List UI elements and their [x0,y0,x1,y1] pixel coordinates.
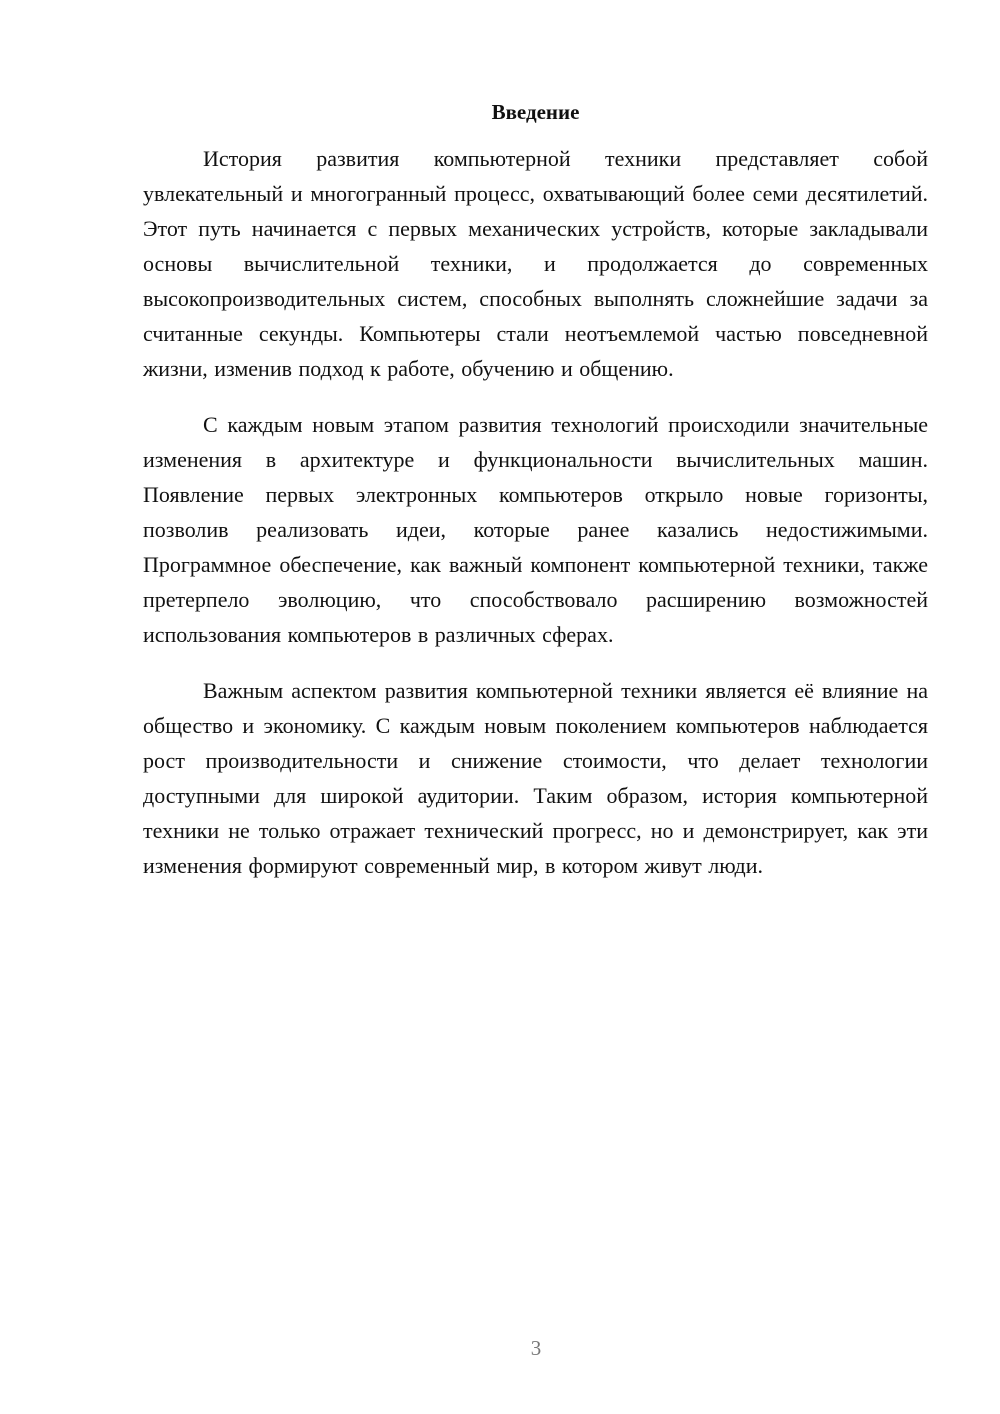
page-number: 3 [530,1336,542,1360]
paragraph-2: С каждым новым этапом развития технологий происходили значительные изменения в архитектуре и функциональности вычислительных машин. Появление первых электронных компьютеров открыло новые горизонты, позволив реализовать идеи, которые ранее казались недостижимыми. Программное обеспечение, как важный компонент компьютерной техники, также претерпело эволюцию, что способствовало расширению возможностей использования компьютеров в различных сферах. [143,412,928,647]
page-content [143,96,928,883]
section-heading: Введение [491,100,580,124]
paragraph-1: История развития компьютерной техники представляет собой увлекательный и многогранный процесс, охватывающий более семи десятилетий. Этот путь начинается с первых механических устройств, которые закладывали основы вычислительной техники, и продолжается до современных высокопроизводительных систем, способных выполнять сложнейшие задачи за считанные секунды. Компьютеры стали неотъемлемой частью повседневной жизни, изменив подход к работе, обучению и общению. [143,146,928,381]
paragraph-3: Важным аспектом развития компьютерной техники является её влияние на общество и экономику. С каждым новым поколением компьютеров наблюдается рост производительности и снижение стоимости, что делает технологии доступными для широкой аудитории. Таким образом, история компьютерной техники не только отражает технический прогресс, но и демонстрирует, как эти изменения формируют современный мир, в котором живут люди. [143,678,928,878]
